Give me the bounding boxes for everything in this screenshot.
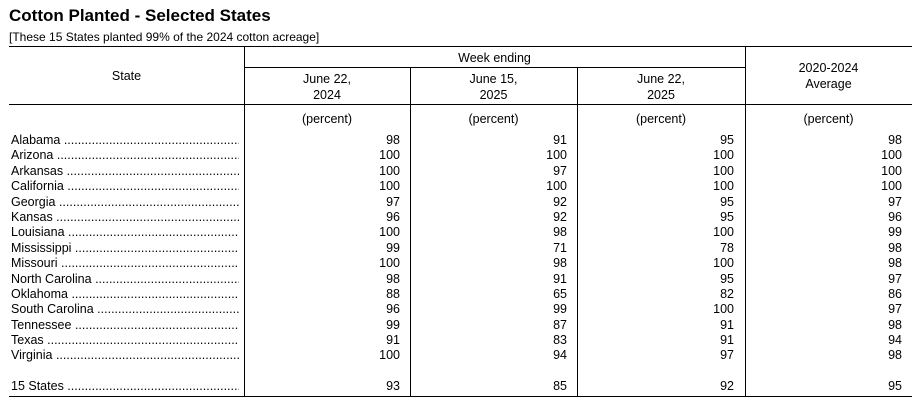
state-name: North Carolina .....: [11, 272, 239, 287]
value-cell: 100: [379, 225, 400, 240]
value-cell: 96: [386, 302, 400, 317]
table-row: [9, 256, 912, 271]
state-name: Arkansas .....: [11, 164, 239, 179]
value-cell: 91: [386, 333, 400, 348]
state-name: Missouri .....: [11, 256, 239, 271]
value-cell: 91: [553, 133, 567, 147]
value-cell: 98: [386, 271, 400, 286]
table-row: [9, 133, 912, 148]
value-cell: 87: [553, 317, 567, 332]
value-cell: 100: [713, 179, 734, 194]
value-cell: 95: [720, 133, 734, 147]
value-cell: 96: [888, 209, 902, 224]
value-cell: 96: [386, 209, 400, 224]
value-cell: 98: [553, 225, 567, 240]
value-cell: 94: [888, 333, 902, 348]
value-cell: 100: [881, 148, 902, 163]
value-cell: 97: [888, 302, 902, 317]
value-cell: 97: [888, 271, 902, 286]
value-cell: 100: [379, 163, 400, 178]
unit-label: (percent): [635, 112, 687, 126]
value-cell: 97: [553, 163, 567, 178]
value-cell: 100: [713, 225, 734, 240]
table-row: [9, 179, 912, 194]
value-cell: 95: [720, 271, 734, 286]
column-header-june-22-2024: June 22, 2024: [303, 72, 351, 102]
value-cell: 91: [720, 317, 734, 332]
value-cell: 98: [888, 240, 902, 255]
value-cell: 71: [553, 240, 567, 255]
column-header-june-15-2025: June 15, 2025: [469, 72, 518, 102]
table-row: [9, 318, 912, 333]
value-cell: 94: [553, 348, 567, 363]
total-label: 15 States .....: [11, 379, 239, 394]
unit-label: (percent): [468, 112, 519, 126]
value-cell: 100: [881, 163, 902, 178]
table-subtitle: [These 15 States planted 99% of the 2024 cotton acreage]: [9, 30, 320, 44]
table-row: [9, 272, 912, 287]
header-bottom-rule: [9, 104, 912, 105]
value-cell: 98: [888, 317, 902, 332]
value-cell: 95: [720, 194, 734, 209]
value-cell: 100: [546, 179, 567, 194]
week-ending-header: Week ending: [458, 51, 531, 65]
value-cell: 91: [553, 271, 567, 286]
table-body: [9, 133, 912, 395]
value-cell: 95: [720, 209, 734, 224]
table-row: [9, 148, 912, 163]
value-cell: 98: [888, 133, 902, 147]
state-name: Kansas .....: [11, 210, 239, 225]
value-cell: 99: [888, 225, 902, 240]
value-cell: 86: [888, 286, 902, 301]
state-name: Georgia .....: [11, 195, 239, 210]
state-name: Louisiana .....: [11, 225, 239, 240]
table-top-rule: [9, 46, 912, 47]
column-header-june-22-2025: June 22, 2025: [637, 72, 685, 102]
table-row: [9, 348, 912, 363]
table-row: [9, 333, 912, 348]
total-row: [9, 379, 912, 394]
value-cell: 100: [379, 179, 400, 194]
week-ending-rule: [244, 67, 745, 68]
table-bottom-rule: [9, 396, 912, 397]
state-name: Alabama .....: [11, 133, 239, 148]
state-name: Tennessee .....: [11, 318, 239, 333]
value-cell: 88: [386, 286, 400, 301]
table-row: [9, 225, 912, 240]
value-cell: 97: [386, 194, 400, 209]
value-cell: 100: [713, 256, 734, 271]
table-row: [9, 195, 912, 210]
table-row: [9, 210, 912, 225]
state-name: Arizona .....: [11, 148, 239, 163]
value-cell: 97: [720, 348, 734, 363]
total-value-cell: 92: [720, 379, 734, 394]
value-cell: 100: [713, 302, 734, 317]
value-cell: 82: [720, 286, 734, 301]
total-value-cell: 85: [553, 379, 567, 394]
value-cell: 98: [888, 348, 902, 363]
column-header-average: 2020-2024 Average: [798, 61, 859, 91]
table-row: [9, 241, 912, 256]
table-row: [9, 287, 912, 302]
state-name: Mississippi .....: [11, 241, 239, 256]
value-cell: 100: [881, 179, 902, 194]
value-cell: 98: [553, 256, 567, 271]
state-name: California .....: [11, 179, 239, 194]
table-row: [9, 302, 912, 317]
total-value-cell: 93: [386, 379, 400, 394]
state-name: South Carolina .....: [11, 302, 239, 317]
value-cell: 91: [720, 333, 734, 348]
state-name: Texas .....: [11, 333, 239, 348]
value-cell: 98: [888, 256, 902, 271]
value-cell: 99: [386, 317, 400, 332]
value-cell: 65: [553, 286, 567, 301]
unit-label: (percent): [301, 112, 353, 126]
value-cell: 100: [546, 148, 567, 163]
value-cell: 92: [553, 194, 567, 209]
total-value-cell: 95: [888, 379, 902, 394]
state-name: Virginia .....: [11, 348, 239, 363]
value-cell: 98: [386, 133, 400, 147]
value-cell: 92: [553, 209, 567, 224]
value-cell: 100: [713, 163, 734, 178]
value-cell: 97: [888, 194, 902, 209]
value-cell: 100: [713, 148, 734, 163]
value-cell: 83: [553, 333, 567, 348]
value-cell: 99: [386, 240, 400, 255]
value-cell: 99: [553, 302, 567, 317]
value-cell: 78: [720, 240, 734, 255]
state-column-header: State: [111, 69, 142, 83]
value-cell: 100: [379, 256, 400, 271]
table-title: Cotton Planted - Selected States: [9, 6, 271, 25]
unit-label: (percent): [803, 112, 854, 126]
value-cell: 100: [379, 348, 400, 363]
state-name: Oklahoma .....: [11, 287, 239, 302]
table-row: [9, 164, 912, 179]
value-cell: 100: [379, 148, 400, 163]
